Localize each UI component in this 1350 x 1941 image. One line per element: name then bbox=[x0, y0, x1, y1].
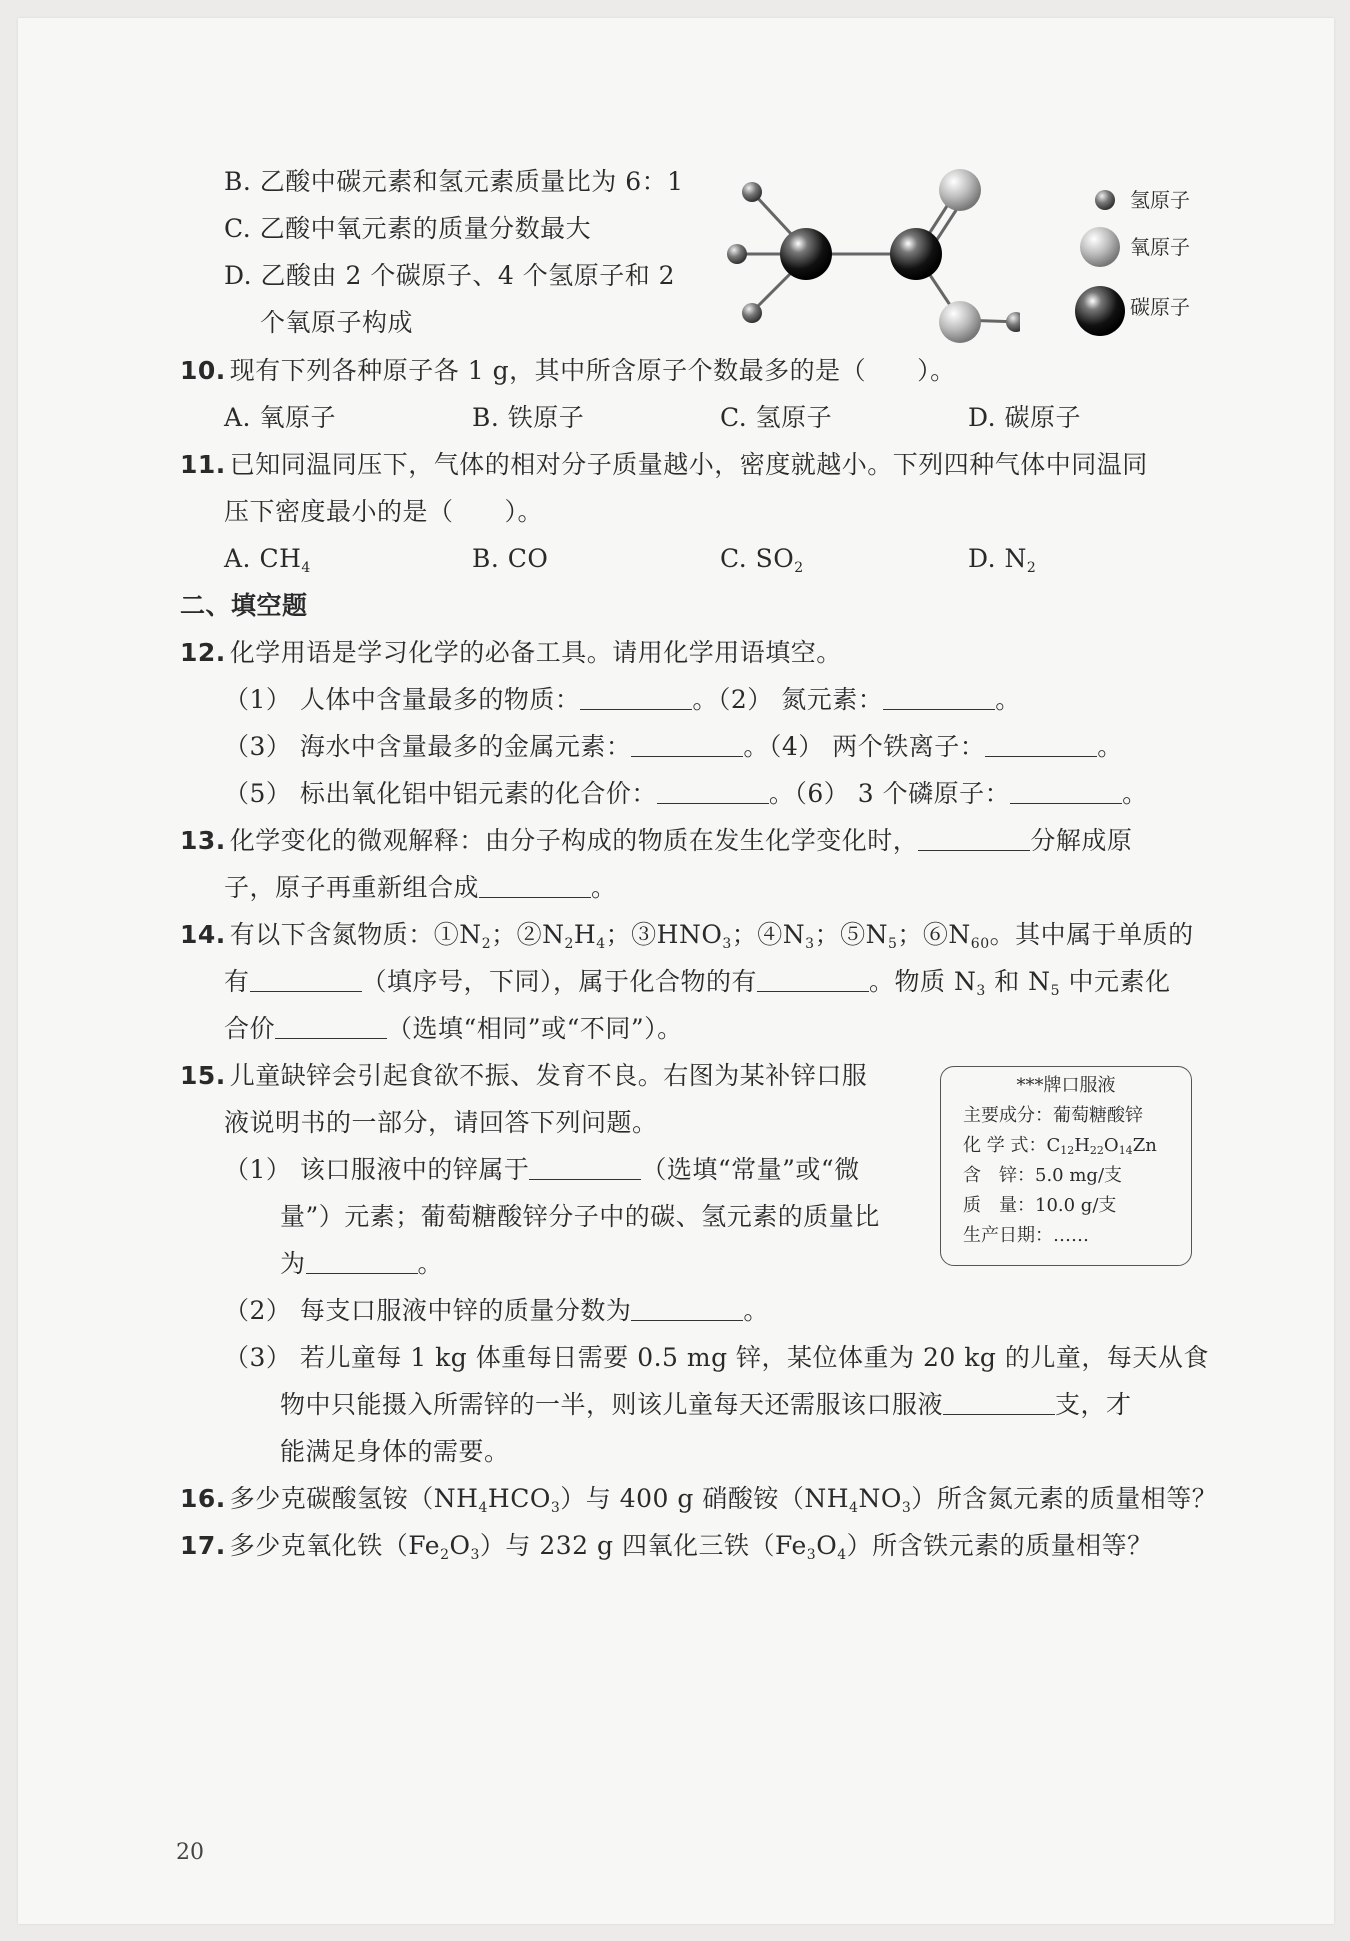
label-formula: 化 学 式：$C_{12}H_{22}O_{14}Zn$ bbox=[963, 1135, 1157, 1157]
question-16: 16. 多少克碳酸氢铵$(NH_4HCO_3)$与 400 g 硝酸铵$(NH_4NO_3)$所含氮元素的质量相等？ bbox=[180, 1484, 1218, 1516]
answer-blank[interactable] bbox=[306, 1245, 418, 1274]
question-12 bbox=[180, 633, 842, 673]
answer-blank[interactable] bbox=[529, 1151, 641, 1180]
question-number: 13. bbox=[180, 826, 226, 855]
section-heading-fill-in: 二、填空题 bbox=[180, 591, 308, 620]
q15-part1-line1: （1） 该口服液中的锌属于 （选填“常量”或“微 bbox=[224, 1150, 860, 1190]
q14-line-2: 有 （填序号，下同），属于化合物的有 。物质 $N_3$ 和 $N_5$ 中元素化 bbox=[224, 962, 1170, 1002]
answer-blank[interactable] bbox=[883, 681, 995, 710]
hydrogen-atom bbox=[727, 244, 747, 264]
q13-line-2: 子，原子再重新组合成 。 bbox=[224, 868, 617, 908]
q12-line-3: （5） 标出氧化铝中铝元素的化合价： 。（6） 3 个磷原子： 。 bbox=[224, 774, 1148, 814]
answer-blank[interactable] bbox=[250, 963, 362, 992]
question-number: 17. bbox=[180, 1531, 226, 1560]
q10-option-c: C. 氢原子 bbox=[720, 403, 833, 432]
question-number: 11. bbox=[180, 450, 226, 479]
label-production-date: 生产日期：…… bbox=[963, 1225, 1089, 1246]
legend-hydrogen-label: 氢原子 bbox=[1130, 188, 1190, 212]
question-stem-line1: 已知同温同压下，气体的相对分子质量越小，密度就越小。下列四种气体中同温同 bbox=[229, 450, 1148, 479]
question-13: 13. 化学变化的微观解释：由分子构成的物质在发生化学变化时， 分解成原 bbox=[180, 821, 1132, 861]
answer-blank[interactable] bbox=[275, 1010, 387, 1039]
answer-blank[interactable] bbox=[757, 963, 869, 992]
hydrogen-legend-icon bbox=[1090, 185, 1120, 215]
question-number: 15. bbox=[180, 1061, 226, 1090]
answer-blank[interactable] bbox=[631, 1292, 743, 1321]
q9-option-b: B. 乙酸中碳元素和氢元素质量比为 6：1 bbox=[224, 167, 684, 196]
oxygen-atom bbox=[939, 169, 981, 211]
q11-option-a: A. $CH_4$ bbox=[224, 544, 311, 576]
label-zinc-content: 含 锌：5.0 mg/支 bbox=[963, 1165, 1123, 1186]
question-10 bbox=[180, 351, 956, 391]
question-number: 10. bbox=[180, 356, 226, 385]
q14-line-3: 合价 （选填“相同”或“不同”）。 bbox=[224, 1009, 683, 1049]
q15-part1-line3: 为 。 bbox=[280, 1244, 443, 1284]
hydrogen-atom bbox=[742, 303, 762, 323]
answer-blank[interactable] bbox=[918, 822, 1030, 851]
oxygen-atom bbox=[939, 301, 981, 343]
q11-option-c: C. $SO_2$ bbox=[720, 544, 804, 576]
question-11 bbox=[180, 445, 1148, 485]
label-ingredient: 主要成分：葡萄糖酸锌 bbox=[963, 1105, 1143, 1126]
q11-stem-line2: 压下密度最小的是（ ）。 bbox=[224, 497, 544, 526]
q15-part3-line3: 能满足身体的需要。 bbox=[280, 1437, 510, 1466]
q12-line-1: （1） 人体中含量最多的物质： 。（2） 氮元素： 。 bbox=[224, 680, 1021, 720]
q10-option-d: D. 碳原子 bbox=[968, 403, 1082, 432]
question-15: 15. 儿童缺锌会引起食欲不振、发育不良。右图为某补锌口服 bbox=[180, 1061, 868, 1090]
oxygen-legend-icon bbox=[1078, 225, 1128, 275]
carbon-atom bbox=[780, 228, 832, 280]
question-stem: 现有下列各种原子各 1 g，其中所含原子个数最多的是（ ）。 bbox=[229, 356, 956, 385]
label-title: ***牌口服液 bbox=[1016, 1075, 1116, 1096]
atom-legend bbox=[1070, 185, 1210, 341]
q15-part3-line2: 物中只能摄入所需锌的一半，则该儿童每天还需服该口服液 支，才 bbox=[280, 1385, 1132, 1425]
q15-part2: （2） 每支口服液中锌的质量分数为 。 bbox=[224, 1291, 769, 1331]
question-17: 17. 多少克氧化铁$(Fe_2O_3)$与 232 g 四氧化三铁$(Fe_3O_4)$所含铁元素的质量相等？ bbox=[180, 1531, 1153, 1563]
q11-option-b: B. CO bbox=[472, 544, 549, 573]
answer-blank[interactable] bbox=[631, 728, 743, 757]
q10-option-a: A. 氧原子 bbox=[224, 403, 336, 432]
q12-line-2: （3） 海水中含量最多的金属元素： 。（4） 两个铁离子： 。 bbox=[224, 727, 1123, 767]
answer-blank[interactable] bbox=[580, 681, 692, 710]
q9-option-d-line2: 个氧原子构成 bbox=[260, 308, 414, 337]
answer-blank[interactable] bbox=[1010, 775, 1122, 804]
q9-option-c: C. 乙酸中氧元素的质量分数最大 bbox=[224, 214, 592, 243]
q11-option-d: D. $N_2$ bbox=[968, 544, 1037, 576]
answer-blank[interactable] bbox=[943, 1386, 1055, 1415]
q15-line-2: 液说明书的一部分，请回答下列问题。 bbox=[224, 1108, 658, 1137]
q15-part1-line2: 量”）元素；葡萄糖酸锌分子中的碳、氢元素的质量比 bbox=[280, 1202, 880, 1231]
question-number: 14. bbox=[180, 920, 226, 949]
oral-liquid-label-box bbox=[940, 1066, 1192, 1266]
legend-oxygen-label: 氧原子 bbox=[1130, 235, 1190, 259]
hydrogen-atom bbox=[742, 182, 762, 202]
page-number: 20 bbox=[176, 1840, 204, 1865]
question-14: 14. 有以下含氮物质：$①N_2$；$②N_2H_4$；$③HNO_3$；$④N_3$；$⑤N_5$；$⑥N_{60}$。其中属于单质的 bbox=[180, 920, 1194, 952]
answer-blank[interactable] bbox=[657, 775, 769, 804]
answer-blank[interactable] bbox=[479, 869, 591, 898]
question-number: 16. bbox=[180, 1484, 226, 1513]
label-mass: 质 量：10.0 g/支 bbox=[963, 1195, 1117, 1216]
hydrogen-atom bbox=[1006, 312, 1020, 332]
question-stem: 化学用语是学习化学的必备工具。请用化学用语填空。 bbox=[229, 638, 842, 667]
q15-part3-line1: （3） 若儿童每 1 kg 体重每日需要 0.5 mg 锌，某位体重为 20 kg 的儿童，每天从食 bbox=[224, 1343, 1209, 1372]
answer-blank[interactable] bbox=[985, 728, 1097, 757]
acetic-acid-molecule-diagram bbox=[720, 160, 1020, 360]
carbon-atom bbox=[890, 228, 942, 280]
q10-option-b: B. 铁原子 bbox=[472, 403, 585, 432]
q9-option-d-line1: D. 乙酸由 2 个碳原子、4 个氢原子和 2 bbox=[224, 261, 676, 290]
legend-carbon-label: 碳原子 bbox=[1130, 295, 1190, 319]
question-number: 12. bbox=[180, 638, 226, 667]
carbon-legend-icon bbox=[1074, 285, 1130, 341]
